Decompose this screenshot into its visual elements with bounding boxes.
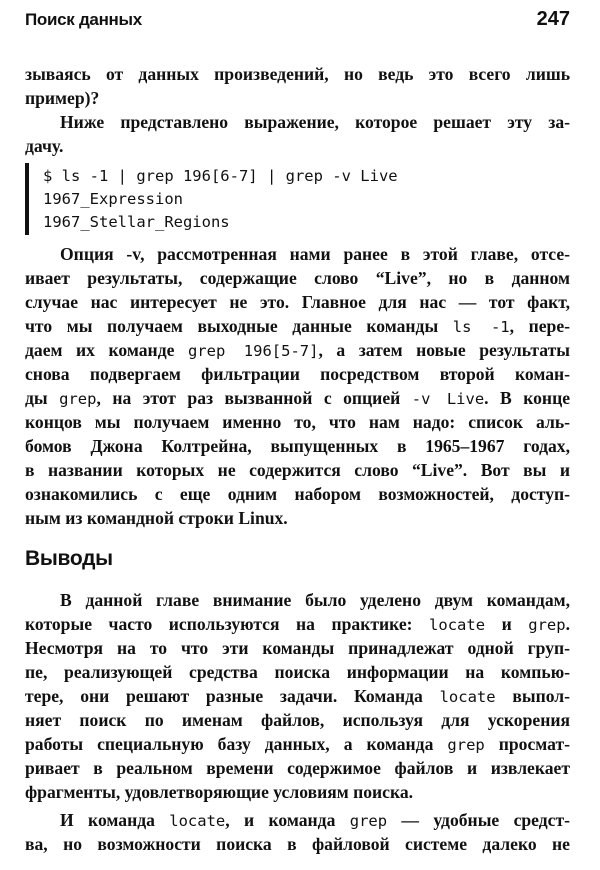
- section-heading: Выводы: [25, 547, 113, 570]
- text-line: работы специальную базу данных, а команда grep просмат-: [25, 734, 570, 754]
- text-line: снова подвергаем фильтрации посредством второй коман-: [25, 364, 570, 384]
- code-listing: [25, 163, 529, 235]
- text-line: тере, они решают разные задачи. Команда locate выпол-: [25, 686, 570, 706]
- code-line: 1967_Expression: [43, 190, 183, 208]
- text-line: концов мы получаем именно то, что нам надо: список аль-: [25, 412, 570, 432]
- text-line: пе, реализующей средства поиска информации на компью-: [25, 662, 570, 682]
- text-line: ным из командной строки Linux.: [25, 508, 288, 528]
- text-line: в названии которых не содержится слово “Live”. Вот вы и: [25, 460, 570, 480]
- text-line: что мы получаем выходные данные команды ls -1, пере-: [25, 316, 570, 336]
- text-line: ривает в реальном времени содержимое файлов и извлекает: [25, 758, 570, 778]
- page-number: 247: [536, 8, 570, 30]
- inline-code: grep: [528, 616, 566, 634]
- text-line: Несмотря на то что эти команды принадлежат одной груп-: [25, 638, 570, 658]
- text-line: пример)?: [25, 88, 100, 108]
- page-header: [25, 8, 570, 36]
- text-line: случае нас интересует не это. Главное для нас — тот факт,: [25, 292, 570, 312]
- inline-code: locate: [429, 616, 486, 634]
- code-line: $ ls -1 | grep 196[6-7] | grep -v Live: [43, 167, 398, 185]
- text-line: ва, но возможности поиска в файловой системе далеко не: [25, 834, 570, 854]
- text-line: Ниже представлено выражение, которое решает эту за-: [60, 112, 570, 132]
- text-line: няет поиск по именам файлов, используя для ускорения: [25, 710, 570, 730]
- text-line: ды grep, на этот раз вызванной с опцией -v Live. В конце: [25, 388, 571, 408]
- text-line: ознакомились с еще одним набором возможностей, доступ-: [25, 484, 570, 504]
- text-line: даем их команде grep 196[5-7], а затем новые результаты: [25, 340, 570, 360]
- inline-code: ls -1: [452, 318, 510, 336]
- inline-code: grep: [349, 812, 388, 830]
- code-line: 1967_Stellar_Regions: [43, 213, 230, 231]
- inline-code: -v Live: [411, 390, 485, 408]
- inline-code: locate: [439, 688, 496, 706]
- text-line: И команда locate, и команда grep — удобные средст-: [60, 810, 570, 830]
- text-line: зываясь от данных произведений, но ведь это всего лишь: [25, 64, 570, 84]
- text-line: фрагменты, удовлетворяющие условиям поиска.: [25, 782, 414, 802]
- inline-code: grep: [447, 736, 485, 754]
- text-line: Опция -v, рассмотренная нами ранее в этой главе, отсе-: [60, 244, 570, 264]
- running-title: Поиск данных: [25, 10, 142, 29]
- inline-code: locate: [169, 812, 226, 830]
- inline-code: grep 196[5-7]: [187, 342, 319, 360]
- text-line: которые часто используются на практике: locate и grep.: [25, 614, 570, 634]
- text-line: дачу.: [25, 136, 64, 156]
- text-line: ивает результаты, содержащие слово “Live”, но в данном: [25, 268, 570, 288]
- text-line: В данной главе внимание было уделено двум командам,: [60, 590, 570, 610]
- text-line: бомов Джона Колтрейна, выпущенных в 1965–1967 годах,: [25, 436, 570, 456]
- inline-code: grep: [59, 390, 97, 408]
